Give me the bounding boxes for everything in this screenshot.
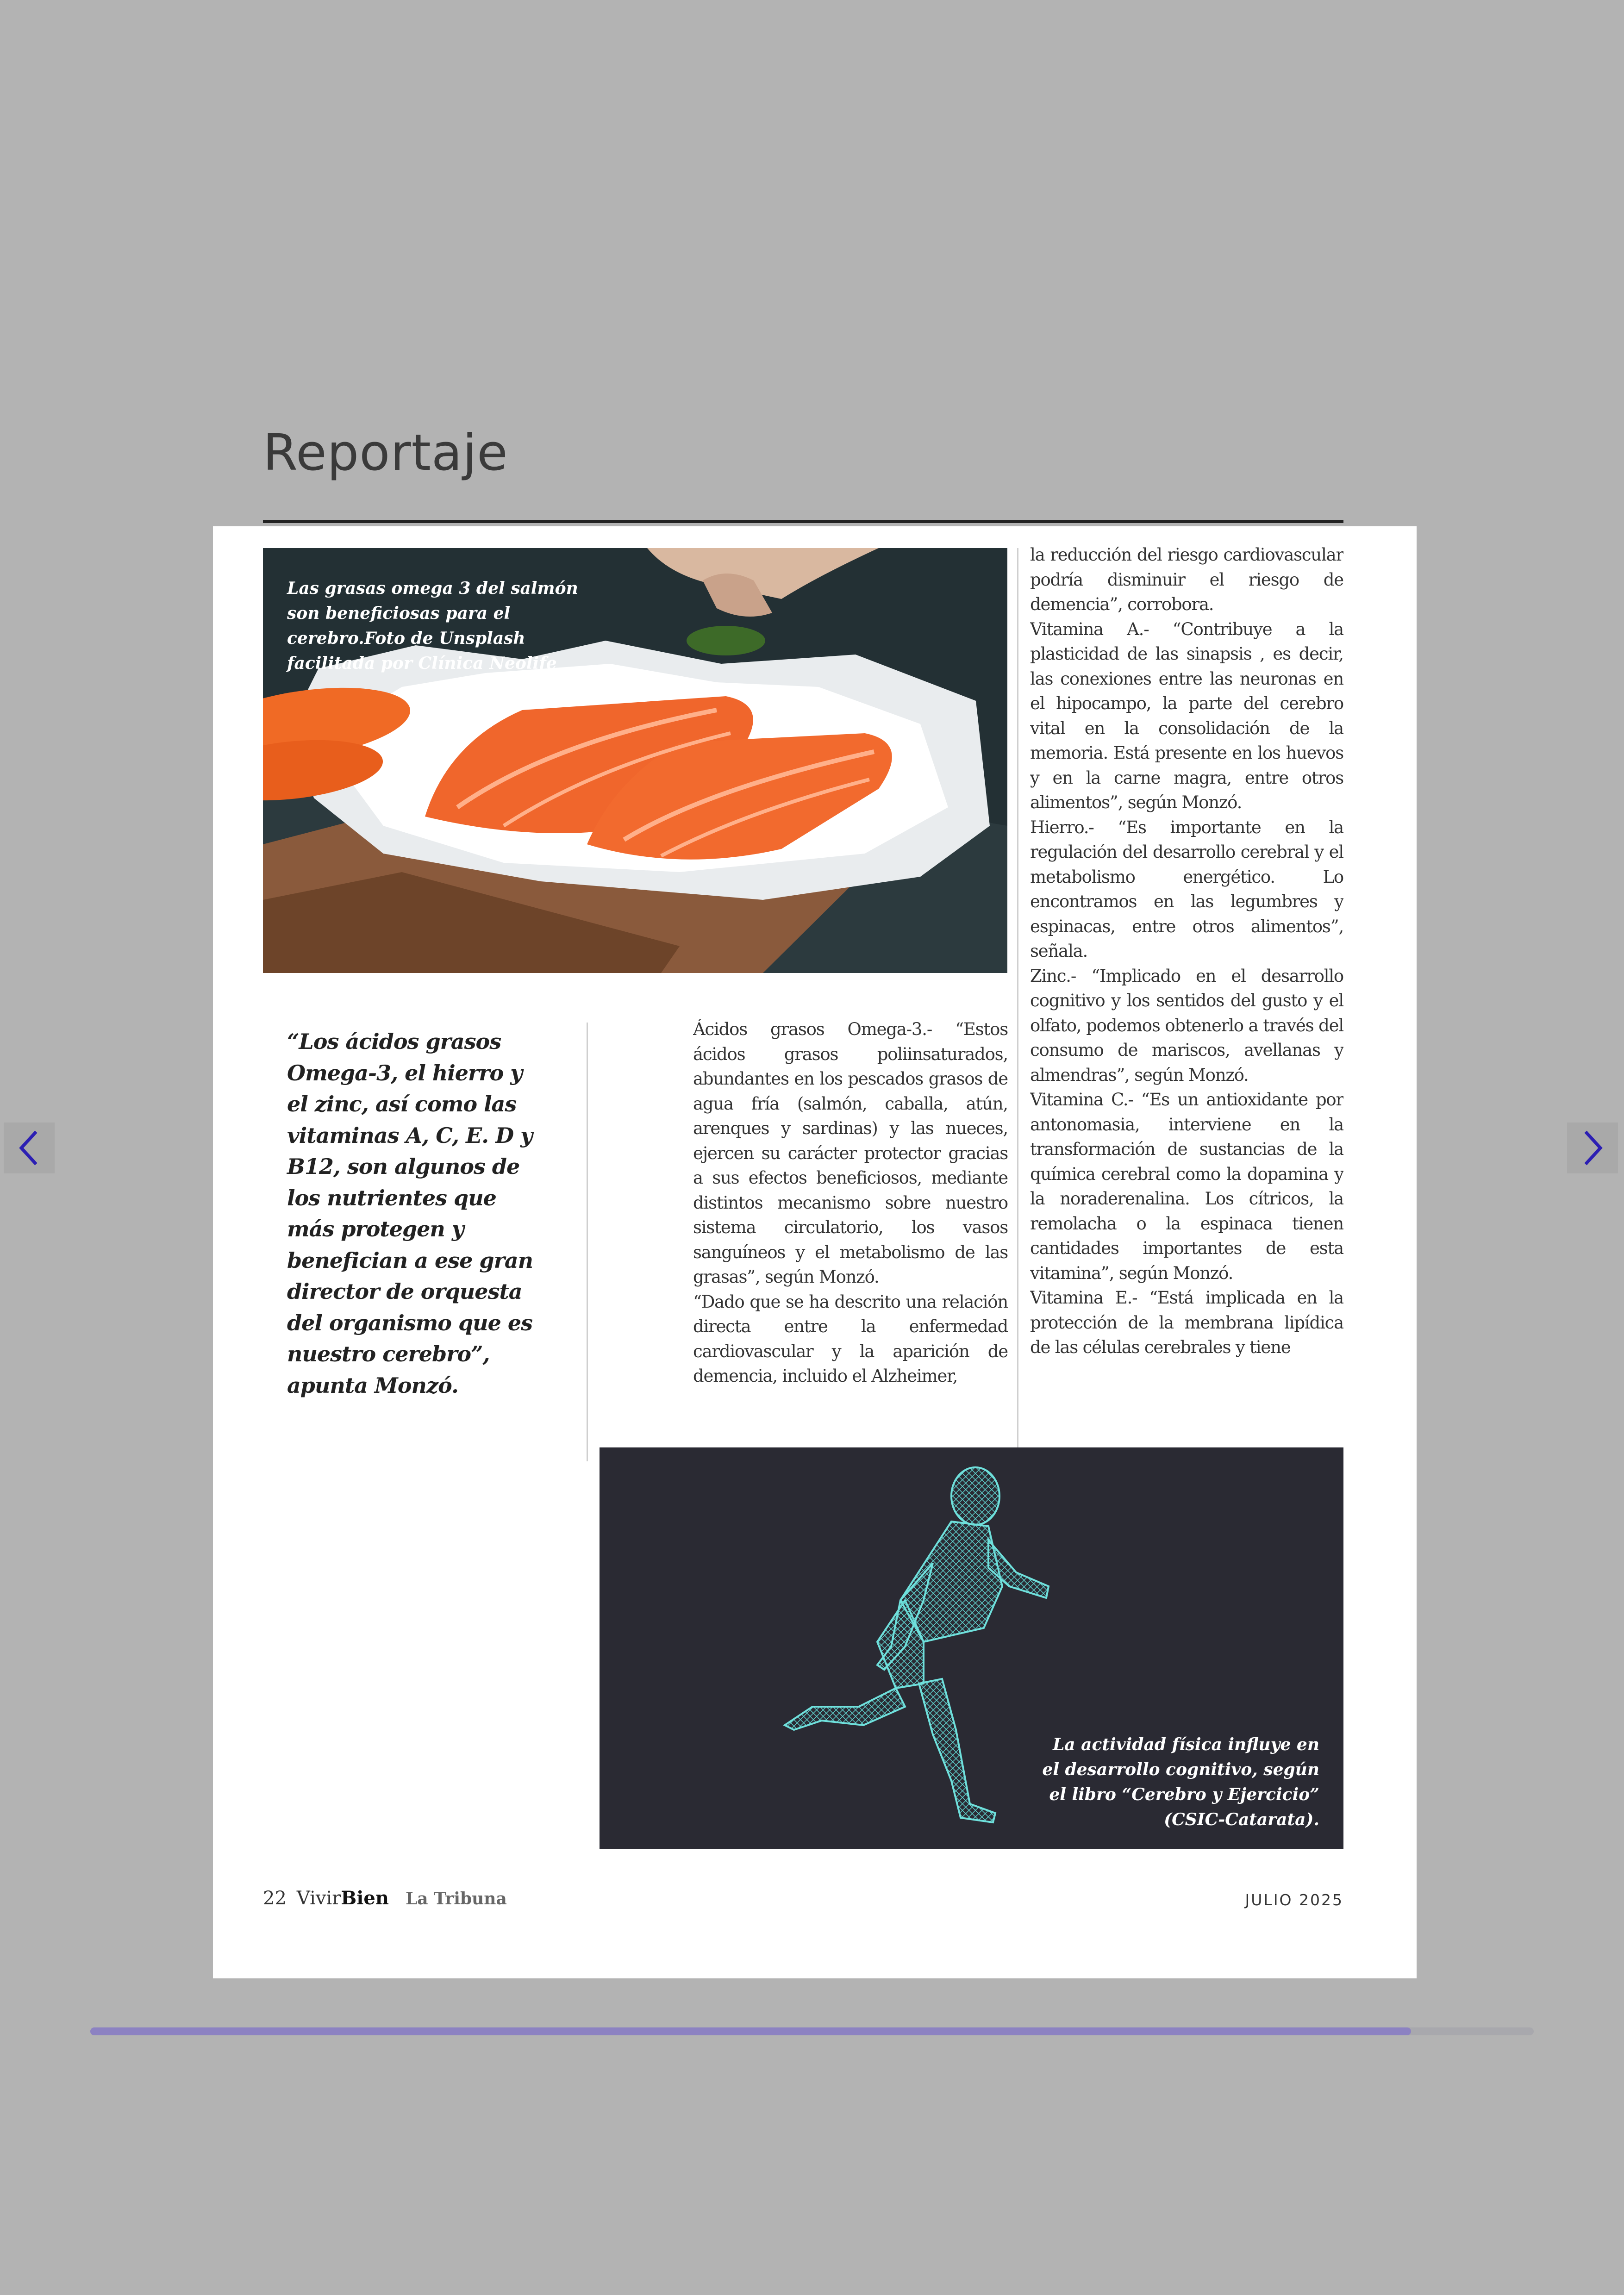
title-divider [263,520,1343,523]
reading-progress-fill [90,2027,1411,2035]
runner-photo [600,1447,1343,1849]
paragraph: Vitamina A.- “Contribuye a la plasticidad de las sinapsis , es decir, las conexiones entre las neuronas en el hipocampo, la parte del cerebro vital en la consolidación de la memoria. Está presente en los huevos y en la carne magra, entre otros alimentos”, según Monzó. [1030,619,1343,812]
previous-page-button[interactable] [4,1123,55,1173]
pull-quote: “Los ácidos grasos Omega-3, el hierro y el zinc, así como las vitaminas A, C, E. D y B12, son algunos de los nutrientes que más protegen y benefician a ese gran director de orquesta del organismo que es nuestro cerebro”, apunta Monzó. [287,1029,533,1398]
salmon-photo [263,548,1007,973]
paragraph: la reducción del riesgo cardiovascular podría disminuir el riesgo de demencia”, corrobora. [1030,545,1343,614]
issue-date: JULIO 2025 [1245,1891,1343,1909]
magazine-page [213,526,1417,1978]
chevron-left-icon [13,1127,45,1169]
newspaper-logo: La Tribuna [405,1889,507,1908]
article-column-right [1030,543,1343,1459]
paragraph: Vitamina E.- “Está implicada en la protección de la membrana lipídica de las células cerebrales y tiene [1030,1288,1343,1357]
runner-photo-caption: La actividad física influye en el desarrollo cognitivo, según el libro “Cerebro y Ejercicio” (CSIC-Catarata). [1042,1735,1319,1829]
salmon-photo-caption: Las grasas omega 3 del salmón son beneficiosas para el cerebro.Foto de Unsplash facilitada por Clínica Neolife [287,579,578,673]
article-column-middle [693,1017,1008,1461]
reading-progress-bar[interactable] [90,2027,1534,2035]
chevron-right-icon [1576,1127,1609,1169]
paragraph: Hierro.- “Es importante en la regulación del desarrollo cerebral y el metabolismo energético. Lo encontramos en las legumbres y espinacas, entre otros alimentos”, señala. [1030,817,1343,961]
page-footer-left [263,1887,507,1909]
paragraph: Zinc.- “Implicado en el desarrollo cognitivo y los sentidos del gusto y el olfato, podemos obtenerlo a través del consumo de mariscos, avellanas y almendras”, según Monzó. [1030,966,1343,1085]
magazine-brand: VivirBien [296,1887,389,1909]
next-page-button[interactable] [1567,1123,1618,1173]
paragraph: “Dado que se ha descrito una relación directa entre la enfermedad cardiovascular y la aparición de demencia, incluido el Alzheimer, [693,1291,1008,1386]
section-title: Reportaje [263,424,508,482]
paragraph: Vitamina C.- “Es un antioxidante por antonomasia, interviene en la transformación de sustancias de la química cerebral como la dopamina y la noraderenalina. Los cítricos, la remolacha o la espinaca tienen cantidades importantes de esta vitamina”, según Monzó. [1030,1090,1343,1283]
page-number: 22 [263,1888,287,1909]
column-divider [587,1023,588,1461]
column-divider [1017,548,1018,1461]
paragraph: Ácidos grasos Omega-3.- “Estos ácidos grasos poliinsaturados, abundantes en los pescados grasos de agua fría (salmón, caballa, atún, arenques y sardinas) y las nueces, ejercen su carácter protector gracias a sus efectos beneficiosos, mediante distintos mecanismo sobre nuestro sistema circulatorio, los vasos sanguíneos y el metabolismo de las grasas”, según Monzó. [693,1019,1008,1287]
